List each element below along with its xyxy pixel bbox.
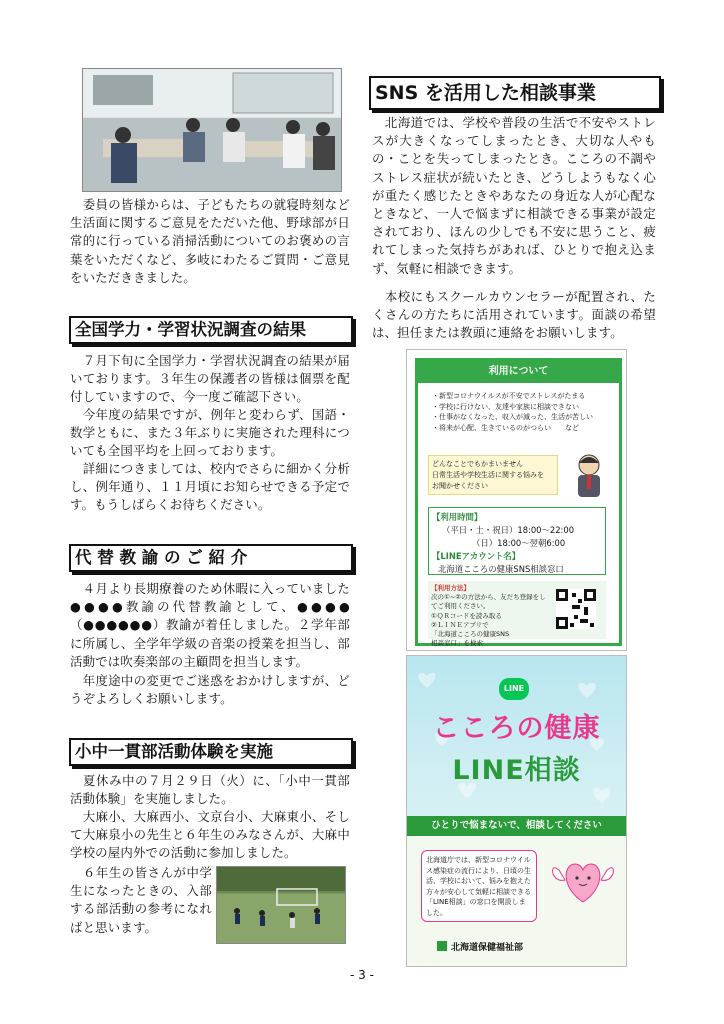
daitai-para-1: ４月より長期療養のため休暇に入っていました●●●●教諭の代替教諭として、●●●●（●●●●●●）教諭が着任しました。２学年部に所属し、全学年学級の音楽の授業を担当し、部活動では吹奏楽部の主顧問を担当します。 <box>70 581 350 669</box>
poster-bullet: ・将来が心配、生きているのがつらい など <box>432 423 579 432</box>
time-sunday: （日）18:00～翌朝6:00 <box>472 538 566 548</box>
section-heading-gakuryoku: 全国学力・学習状況調査の結果 <box>69 316 353 344</box>
shochu-para-1: 夏休み中の７月２９日（火）に、「小中一貫部活動体験」を実施しました。 <box>70 773 350 807</box>
hokkaido-logo <box>437 940 523 953</box>
hokkaido-emblem-icon <box>437 941 447 951</box>
daitai-para-2: 年度途中の変更でご迷惑をおかけしますが、どうぞよろしくお願いします。 <box>70 673 350 707</box>
method-text: 次の①~②の方法から、友だち登録をしてご利用ください。 ①ＱＲコードを読み取る ②ＬＩＮＥアプリで 「北海道こころの健康SNS 相談窓口」を検索 <box>431 593 546 648</box>
gakuryoku-para-1: ７月下旬に全国学力・学習状況調査の結果が届いております。３年生の保護者の皆様は個票を配付していますので、今一度ご確認下さい。 <box>70 353 350 405</box>
shochu-para-3: ６年生の皆さんが中学生になったときの、入部する部活動の参考になればと思います。 <box>70 865 212 935</box>
time-title: 【利用時間】 <box>432 512 483 522</box>
poster-time-box <box>428 507 606 575</box>
time-weekday: （平日・土・祝日）18:00～22:00 <box>442 525 575 535</box>
poster-title-line: LINE相談 <box>452 755 581 786</box>
logo-text: 北海道保健福祉部 <box>451 943 524 953</box>
method-title: 【利用方法】 <box>431 584 470 592</box>
sns-usage-poster <box>406 349 627 651</box>
poster-title-kokoro: こころの健康 <box>432 713 601 744</box>
section-heading-shochu: 小中一貫部活動体験を実施 <box>69 738 353 766</box>
poster-description: 北海道庁では、新型コロナウイルス感染症の流行により、日頃の生活、学校において、悩みを抱えた方々が安心して気軽に相談できる「LINE相談」の窓口を開設しました。 <box>421 850 537 922</box>
poster-note-box: どんなことでもかまいません 日常生活や学校生活に関する悩みを お聞かせください <box>428 455 558 495</box>
counselor-avatar-icon <box>568 451 610 499</box>
intro-paragraph: 委員の皆様からは、子どもたちの就寝時刻など生活面に関するご意見をただいた他、野球部が日常的に行っている消掃活動についてのお褒めの言葉をいただくなど、多岐にわたるご質問・ご意見をいただききました。 <box>70 197 350 285</box>
page-number: - 3 - <box>350 968 374 982</box>
sns-para-1: 北海道では、学校や普段の生活で不安やストレスが大きくなってしまったとき、大切な人やもの・ことを失ってしまったとき。こころの不調やストレス症状が続いたとき、どうしようもなく心が重たく感じたときやあなたの身近な人が心配なときなど、一人で悩まずに相談できる事業が設定されており、ほんの少しでも不安に思うこと、疲れてしまった気持ちがあれば、ひとりで抱え込まず、気軽に相談できます。 <box>372 115 656 276</box>
line-consultation-poster <box>406 655 627 967</box>
gakuryoku-para-2: 今年度の結果ですが、例年と変わらず、国語・数学ともに、また３年ぶりに実施された理科についても全国平均を上回っております。 <box>70 407 350 459</box>
account-name: 北海道こころの健康SNS相談窓口 <box>438 564 564 574</box>
poster-band: ひとりで悩まないで、相談してください <box>407 816 626 836</box>
qr-code-icon <box>556 589 596 629</box>
poster-hearts-background <box>407 656 626 816</box>
sns-para-2: 本校にもスクールカウンセラーが配置され、たくさんの方たちに活用されています。面談の希望は、担任または教頭に連絡をお願いします。 <box>372 289 656 341</box>
poster-bullet: ・仕事がなくなった、収入が減った、生活が苦しい <box>432 413 593 421</box>
poster-bullet: ・新型コロナウイルスが不安でストレスがたまる <box>432 392 586 400</box>
account-title: 【LINEアカウント名】 <box>432 551 521 561</box>
poster-bullet: ・学校に行けない、友達や家族に相談できない <box>432 402 579 411</box>
section-heading-daitai: 代 替 教 諭 の ご 紹 介 <box>69 544 353 572</box>
gakuryoku-para-3: 詳細につきましては、校内でさらに細かく分析し、例年通り、１１月頃にお知らせできる予定です。もうしばらくお待ちください。 <box>70 461 350 513</box>
soccer-field-photo <box>216 866 346 944</box>
classroom-photo <box>82 68 342 192</box>
shochu-para-2: 大麻小、大麻西小、文京台小、大麻東小、そして大麻泉小の先生と６年生のみなさんが、大麻中学校の屋内外での活動に参加しました。 <box>70 809 350 861</box>
winged-heart-icon <box>551 850 615 910</box>
line-logo-icon: LINE <box>499 678 529 700</box>
poster-bullet-list <box>432 391 612 433</box>
poster-header: 利用について <box>418 361 619 383</box>
section-heading-sns: SNS を活用した相談事業 <box>369 76 661 110</box>
